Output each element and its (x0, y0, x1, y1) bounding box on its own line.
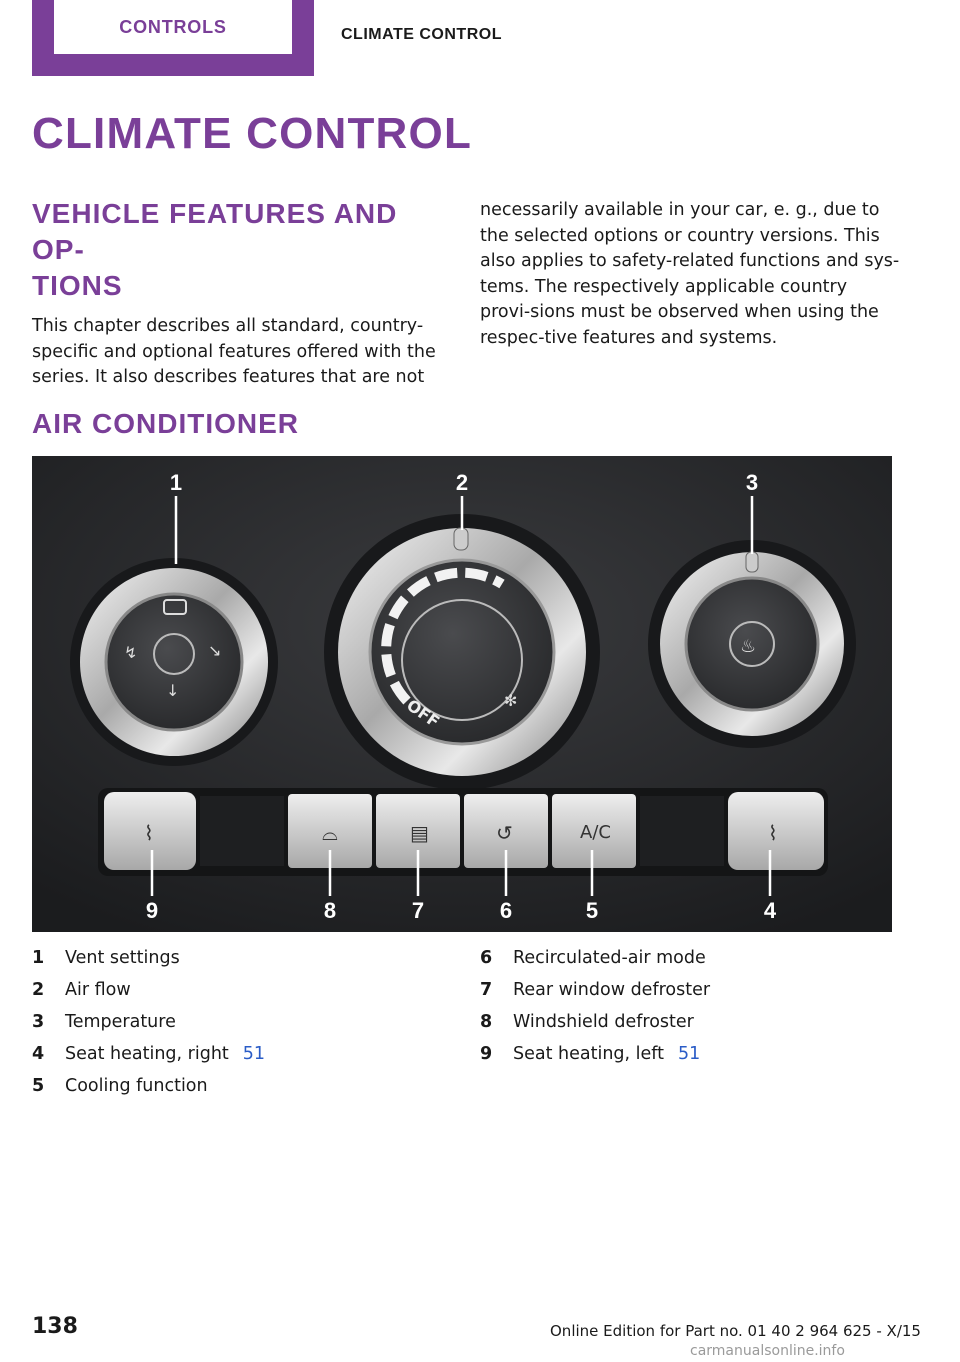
chapter-tab-label: CONTROLS (119, 16, 227, 37)
legend-item (32, 1038, 452, 1070)
legend-number: 8 (480, 1012, 493, 1032)
legend-number: 7 (480, 980, 493, 1000)
heat-icon: ♨ (740, 636, 757, 657)
legend-right (480, 942, 900, 1070)
legend-item (32, 1006, 452, 1038)
air-conditioner-figure (32, 456, 892, 932)
right-column (480, 198, 900, 351)
legend-label: Vent settings (65, 948, 180, 968)
legend-item (480, 1038, 900, 1070)
svg-text:⌓: ⌓ (322, 821, 338, 845)
legend-number: 4 (32, 1044, 45, 1064)
page-reference-link[interactable]: 51 (242, 1044, 266, 1064)
callout-4: 4 (763, 898, 777, 923)
ac-label: A/C (580, 822, 611, 843)
vent-dial (70, 558, 278, 766)
breadcrumb: CLIMATE CONTROL (341, 26, 502, 43)
svg-text:⌇: ⌇ (768, 821, 778, 845)
svg-text:↓: ↓ (166, 681, 180, 700)
chapter-tab (32, 0, 314, 76)
legend-item (480, 942, 900, 974)
callout-8: 8 (323, 898, 337, 923)
legend-item (480, 1006, 900, 1038)
svg-text:↘: ↘ (208, 641, 222, 660)
legend-label: Temperature (65, 1012, 176, 1032)
legend-item (32, 942, 452, 974)
left-column (32, 196, 440, 391)
legend-left (32, 942, 452, 1102)
legend-item (32, 974, 452, 1006)
legend-label: Windshield defroster (513, 1012, 694, 1032)
legend-label: Cooling function (65, 1076, 208, 1096)
callout-3: 3 (745, 470, 759, 495)
legend-label: Rear window defroster (513, 980, 711, 1000)
off-label: OFF (403, 695, 444, 732)
edition-footer: Online Edition for Part no. 01 40 2 964 625 - X/15 (550, 1322, 921, 1340)
legend-label: Seat heating, left (513, 1044, 664, 1064)
page-title: CLIMATE CONTROL (32, 109, 473, 158)
svg-text:▤: ▤ (410, 821, 429, 845)
fan-icon: ✻ (504, 691, 518, 710)
section-heading-air-conditioner: AIR CONDITIONER (32, 408, 299, 439)
callout-5: 5 (585, 898, 599, 923)
button-strip (98, 788, 828, 876)
legend-number: 5 (32, 1076, 45, 1096)
svg-text:↯: ↯ (124, 643, 138, 662)
legend-number: 2 (32, 980, 45, 1000)
callout-9: 9 (145, 898, 159, 923)
legend-number: 9 (480, 1044, 493, 1064)
chapter-tab-inner (54, 0, 292, 54)
svg-text:⌇: ⌇ (144, 821, 154, 845)
section-heading-vehicle-features (32, 196, 440, 304)
heading-line-2: TIONS (32, 270, 123, 301)
legend-label: Seat heating, right (65, 1044, 229, 1064)
paragraph-right: necessarily available in your car, e. g., due to the selected options or country versions. This also applies to safety-related functions and sys‐tems. The respectively applicable country provi‐sions must be observed when using the respec‐tive features and systems. (480, 200, 900, 348)
control-panel-illustration (32, 456, 892, 932)
legend-item (480, 974, 900, 1006)
watermark: carmanualsonline.info (690, 1343, 845, 1359)
legend-label: Air flow (65, 980, 131, 1000)
paragraph-left: This chapter describes all standard, country-specific and optional features offered with the series. It also describes features that are not (32, 316, 436, 387)
page-reference-link[interactable]: 51 (678, 1044, 701, 1064)
legend-number: 6 (480, 948, 493, 968)
page-number: 138 (32, 1314, 78, 1339)
legend-number: 3 (32, 1012, 45, 1032)
legend-number: 1 (32, 948, 45, 968)
legend-label: Recirculated-air mode (513, 948, 706, 968)
heading-line-1: VEHICLE FEATURES AND OP‐ (32, 198, 398, 265)
air-flow-dial (324, 514, 600, 790)
callout-6: 6 (499, 898, 513, 923)
callout-1: 1 (169, 470, 183, 495)
callout-2: 2 (455, 470, 469, 495)
legend-item (32, 1070, 452, 1102)
callout-7: 7 (411, 898, 425, 923)
svg-text:↺: ↺ (496, 821, 513, 845)
temperature-dial (648, 540, 856, 748)
